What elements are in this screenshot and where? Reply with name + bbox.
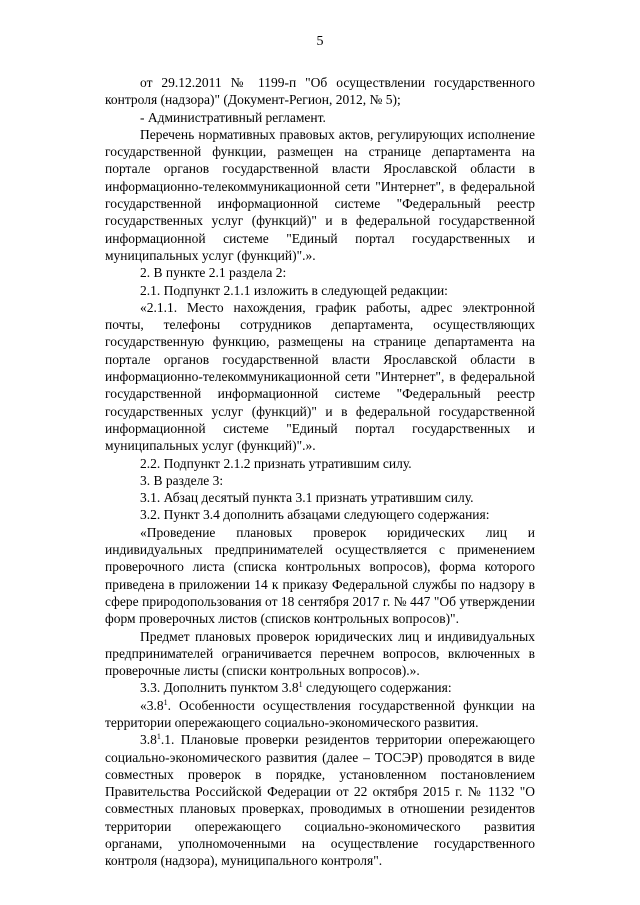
paragraph-inspections-checklist: «Проведение плановых проверок юридических лиц и индивидуальных предпринимателей осуществляется с применением проверочного листа (списка контрольных вопросов), форма которого приведена в приложении 14 к приказу Федеральной службы по надзору в сфере природопользования от 18 сентября 2017 г. № 447 "Об утверждении форм проверочных листов (списков контрольных вопросов)". xyxy=(105,524,535,627)
paragraph-inspection-subject: Предмет плановых проверок юридических лиц и индивидуальных предпринимателей ограничивается перечнем вопросов, включенных в проверочные листы (списки контрольных вопросов).». xyxy=(105,628,535,679)
superscript-1: 1 xyxy=(298,680,303,690)
item-3-8-1-text: .1. Плановые проверки резидентов территории опережающего социально-экономического развития (далее – ТОСЭР) проводятся в виде совместных проверок в порядке, установленном постановлением Правительства Российской Федерации от 22 октября 2015 г. № 1132 "О совместных плановых проверках, проводимых в отношении резидентов территории опережающего социально-экономического развития органами, уполномоченными на осуществление государственного контроля (надзора), муниципального контроля". xyxy=(105,732,535,869)
paragraph-item-2-2: 2.2. Подпункт 2.1.2 признать утратившим силу. xyxy=(140,455,412,471)
item-3-3-text: 3.3. Дополнить пунктом 3.8 xyxy=(140,680,299,696)
item-3-8-1-label: 3.8 xyxy=(140,732,157,748)
paragraph-item-3-8-heading xyxy=(105,697,535,732)
superscript-1: 1 xyxy=(156,732,161,742)
superscript-1: 1 xyxy=(163,697,168,707)
item-3-3-tail: следующего содержания: xyxy=(305,680,452,696)
paragraph-item-2-1: 2.1. Подпункт 2.1.1 изложить в следующей редакции: xyxy=(140,282,448,298)
document-body xyxy=(105,74,535,870)
paragraph-item-2: 2. В пункте 2.1 раздела 2: xyxy=(140,265,287,281)
paragraph-admin-regulation: - Административный регламент. xyxy=(140,109,326,125)
paragraph-item-3: 3. В разделе 3: xyxy=(140,472,224,488)
paragraph-continuation: от 29.12.2011 № 1199-п "Об осуществлении государственного контроля (надзора)" (Документ-Регион, 2012, № 5); xyxy=(105,75,535,108)
item-3-8-heading-text: . Особенности осуществления государственной функции на территории опережающего социально-экономического развития. xyxy=(105,697,535,730)
paragraph-item-3-2: 3.2. Пункт 3.4 дополнить абзацами следующего содержания: xyxy=(140,507,490,523)
paragraph-item-3-8-1 xyxy=(105,731,535,869)
page-number: 5 xyxy=(316,34,324,49)
item-3-8-label: «3.8 xyxy=(140,697,164,713)
paragraph-legal-acts-list: Перечень нормативных правовых актов, регулирующих исполнение государственной функции, размещен на странице департамента на портале органов государственной власти Ярославской области в информационно-телекоммуникационной сети "Интернет", в федеральной государственной информационной системе "Федеральный реестр государственных услуг (функций)" и в федеральной государственной информационной системе "Единый портал государственных и муниципальных услуг (функций)".». xyxy=(105,126,535,263)
paragraph-item-3-1: 3.1. Абзац десятый пункта 3.1 признать утратившим силу. xyxy=(140,490,474,506)
paragraph-item-3-3 xyxy=(105,679,535,696)
paragraph-item-2-1-1-text: «2.1.1. Место нахождения, график работы, адрес электронной почты, телефоны сотрудников департамента, осуществляющих государственную функцию, размещены на странице департамента на портале органов государственной власти Ярославской области в информационно-телекоммуникационной сети "Интернет", в федеральной государственной информационной системе "Федеральный реестр государственных услуг (функций)" и в федеральной государственной информационной системе "Единый портал государственных и муниципальных услуг (функций)".». xyxy=(105,299,535,454)
